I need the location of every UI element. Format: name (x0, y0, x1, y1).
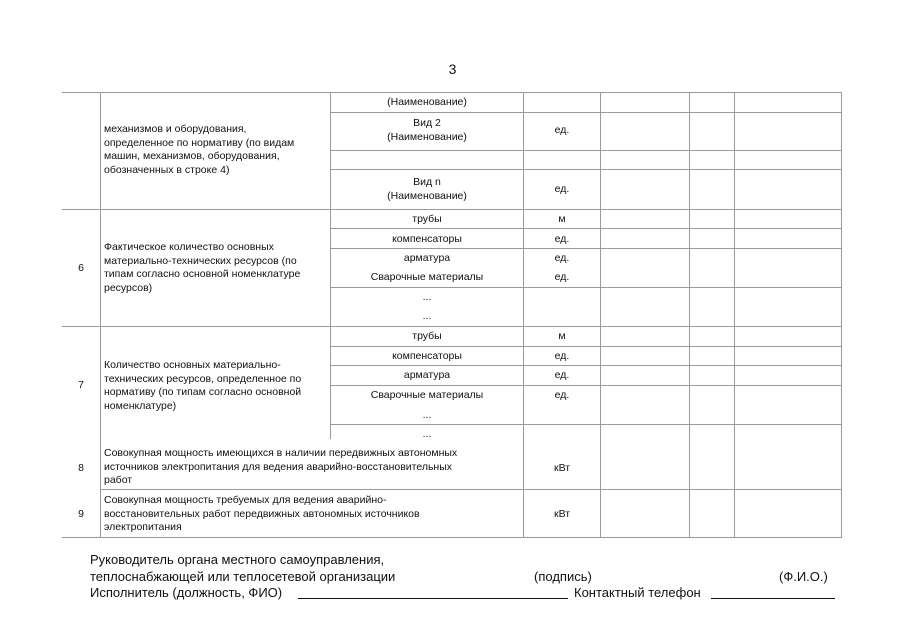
item-cell: Сварочные материалы (370, 389, 484, 401)
unit-cell: ед. (554, 233, 570, 245)
executor-underline (298, 598, 568, 599)
grid-line (600, 92, 601, 538)
grid-line (330, 248, 842, 249)
item-cell: арматура (403, 369, 451, 381)
signature-label: (подпись) (534, 569, 592, 584)
row6-description: Фактическое количество основных материально-технических ресурсов (по типам согласно основной номенклатуре ресурсов) (104, 241, 301, 294)
grid-line (330, 150, 842, 151)
page-number: 3 (448, 61, 457, 77)
unit-cell: ед. (554, 183, 570, 195)
footer-line-1: Руководитель органа местного самоуправления, (90, 552, 385, 567)
row-number: 9 (78, 508, 84, 520)
grid-line (330, 228, 842, 229)
row7-description: Количество основных материально- технических ресурсов, определенное по нормативу (по типам согласно основной номенклатуре) (104, 359, 302, 412)
grid-line (734, 92, 735, 538)
grid-line (330, 385, 842, 386)
item-cell: компенсаторы (392, 233, 462, 245)
item-cell: арматура (403, 252, 451, 264)
item-vidn-line2: (Наименование) (387, 190, 467, 202)
fio-label: (Ф.И.О.) (779, 569, 828, 584)
phone-label: Контактный телефон (574, 585, 701, 600)
item-cell: трубы (412, 213, 442, 225)
unit-cell: кВт (553, 462, 571, 474)
unit-cell: ед. (554, 252, 570, 264)
ellipsis: ... (422, 310, 432, 322)
grid-line (330, 112, 842, 113)
grid-line (330, 424, 842, 425)
unit-cell: кВт (553, 508, 571, 520)
grid-line (330, 346, 842, 347)
ellipsis: ... (422, 428, 432, 440)
item-vidn-line1: Вид n (413, 176, 441, 188)
row8-description: Совокупная мощность имеющихся в наличии передвижных автономных источников электропитания для ведения аварийно-восстановительных работ (104, 447, 458, 486)
unit-cell: м (558, 213, 566, 225)
unit-cell: ед. (554, 369, 570, 381)
grid-line (330, 365, 842, 366)
grid-line (330, 287, 842, 288)
unit-cell: ед. (554, 271, 570, 283)
row-number: 8 (78, 462, 84, 474)
unit-cell: ед. (554, 389, 570, 401)
row-border (62, 326, 842, 327)
item-cell: трубы (412, 330, 442, 342)
row-number: 6 (78, 262, 84, 274)
row-border (100, 489, 842, 490)
row-border (62, 209, 842, 210)
item-vid2-line1: Вид 2 (413, 117, 441, 129)
unit-cell: ед. (554, 124, 570, 136)
row-number: 7 (78, 379, 84, 391)
grid-line (100, 92, 101, 538)
phone-underline (711, 598, 835, 599)
ellipsis: ... (422, 291, 432, 303)
executor-label: Исполнитель (должность, ФИО) (90, 585, 283, 600)
table-right-border (841, 92, 842, 538)
item-vid2-line2: (Наименование) (387, 131, 467, 143)
item-cell: компенсаторы (392, 350, 462, 362)
ellipsis: ... (422, 409, 432, 421)
table-top-border (62, 92, 842, 93)
table-bottom-border (62, 537, 842, 538)
grid-line (689, 92, 690, 538)
row5-description: механизмов и оборудования, определенное по нормативу (по видам машин, механизмов, оборудования, обозначенных в строке 4) (104, 123, 295, 176)
unit-cell: м (558, 330, 566, 342)
row9-description: Совокупная мощность требуемых для ведения аварийно- восстановительных работ передвижных автономных источников электропитания (104, 494, 420, 533)
item-cell: Сварочные материалы (370, 271, 484, 283)
unit-cell: ед. (554, 350, 570, 362)
footer-line-2: теплоснабжающей или теплосетевой организации (90, 569, 396, 584)
grid-line (330, 169, 842, 170)
item-name-top: (Наименование) (387, 96, 467, 108)
